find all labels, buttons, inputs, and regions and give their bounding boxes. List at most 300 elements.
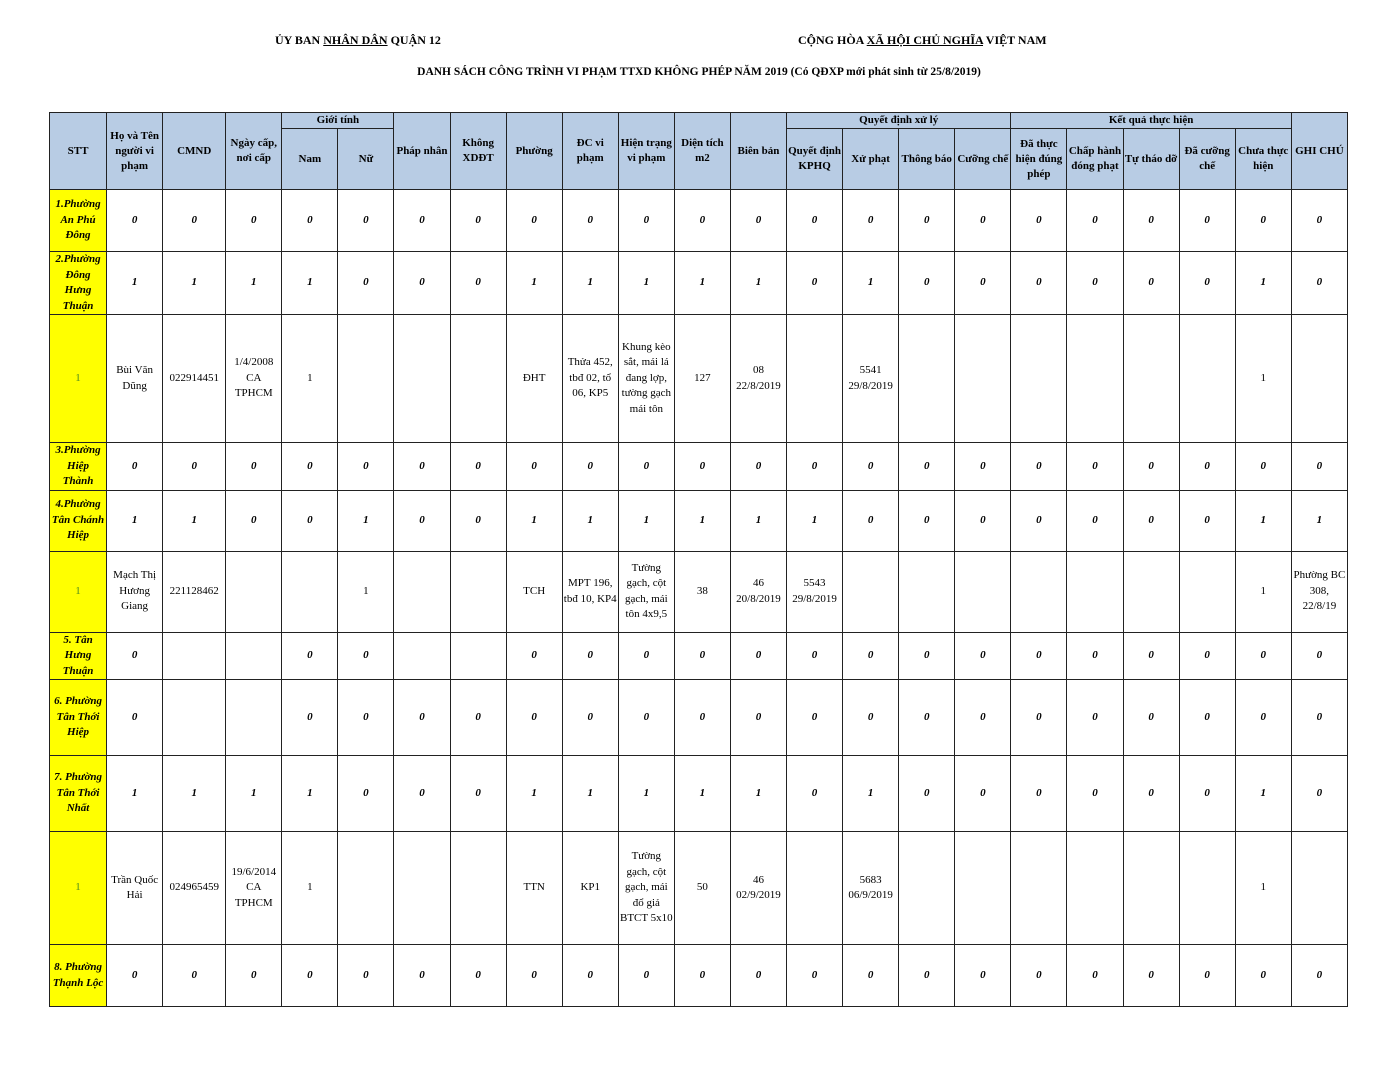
table-cell: 1 <box>787 490 843 551</box>
table-cell <box>226 680 282 756</box>
stt-cell: 1 <box>50 315 107 443</box>
col-cmnd: CMND <box>163 113 226 190</box>
table-cell: 0 <box>955 680 1011 756</box>
table-cell: 0 <box>1011 632 1067 680</box>
table-cell: 0 <box>226 490 282 551</box>
table-cell <box>450 632 506 680</box>
table-cell: 0 <box>394 252 450 315</box>
table-cell: 0 <box>107 632 163 680</box>
col-qd-kphq: Quyết định KPHQ <box>787 129 843 190</box>
table-cell: 0 <box>899 945 955 1007</box>
republic-header-prefix: CỘNG HÒA <box>798 33 867 47</box>
table-cell: 0 <box>1179 680 1235 756</box>
table-cell: 0 <box>899 490 955 551</box>
table-cell: 0 <box>674 945 730 1007</box>
table-cell: 0 <box>674 680 730 756</box>
table-cell: 0 <box>618 443 674 491</box>
ward-name-cell: 7. Phường Tân Thới Nhất <box>50 756 107 832</box>
table-cell: 1 <box>282 252 338 315</box>
table-cell: 0 <box>730 680 786 756</box>
table-cell: 0 <box>1011 252 1067 315</box>
table-cell: 0 <box>1291 680 1347 756</box>
table-cell: 1 <box>163 252 226 315</box>
ward-summary-row <box>50 490 1348 551</box>
table-cell: 50 <box>674 832 730 945</box>
table-cell: 0 <box>955 632 1011 680</box>
table-cell <box>955 832 1011 945</box>
table-cell: 127 <box>674 315 730 443</box>
table-cell: 1 <box>282 832 338 945</box>
col-enforced: Đã cưỡng chế <box>1179 129 1235 190</box>
table-cell <box>1067 551 1123 632</box>
table-cell: 0 <box>506 680 562 756</box>
table-cell: 0 <box>1067 490 1123 551</box>
table-cell: Bùi Văn Dũng <box>107 315 163 443</box>
table-body <box>50 190 1348 1007</box>
table-cell: 1 <box>163 490 226 551</box>
ward-name-cell: 2.Phường Đông Hưng Thuận <box>50 252 107 315</box>
table-cell: 0 <box>1067 190 1123 252</box>
table-cell: 1 <box>1291 490 1347 551</box>
table-cell: 19/6/2014 CA TPHCM <box>226 832 282 945</box>
col-result-group: Kết quả thực hiện <box>1011 113 1291 129</box>
table-cell: 1 <box>338 551 394 632</box>
table-cell: 0 <box>843 490 899 551</box>
table-cell: 0 <box>562 443 618 491</box>
stt-cell: 1 <box>50 551 107 632</box>
table-cell: 0 <box>282 490 338 551</box>
table-cell: 0 <box>899 756 955 832</box>
col-male: Nam <box>282 129 338 190</box>
violation-detail-row <box>50 315 1348 443</box>
table-cell: 0 <box>674 632 730 680</box>
table-cell: 0 <box>282 443 338 491</box>
table-cell <box>338 315 394 443</box>
table-cell: 0 <box>226 443 282 491</box>
table-cell: 0 <box>618 680 674 756</box>
table-cell: 1 <box>107 756 163 832</box>
table-cell: 0 <box>843 945 899 1007</box>
col-name: Họ và Tên người vi phạm <box>107 113 163 190</box>
col-female: Nữ <box>338 129 394 190</box>
table-cell: 0 <box>1011 756 1067 832</box>
col-not-done: Chưa thực hiện <box>1235 129 1291 190</box>
table-cell: 0 <box>1235 945 1291 1007</box>
table-cell: 08 22/8/2019 <box>730 315 786 443</box>
table-cell: 0 <box>787 252 843 315</box>
table-cell: 0 <box>107 190 163 252</box>
table-cell <box>1123 832 1179 945</box>
table-cell: 0 <box>899 252 955 315</box>
table-cell: 0 <box>107 680 163 756</box>
table-cell: 1 <box>226 756 282 832</box>
table-cell: 0 <box>1123 945 1179 1007</box>
table-cell: 0 <box>1291 443 1347 491</box>
table-cell: 1 <box>843 252 899 315</box>
table-cell: 1 <box>1235 832 1291 945</box>
table-cell: 0 <box>1123 490 1179 551</box>
table-cell: 0 <box>1291 756 1347 832</box>
table-cell: 0 <box>1179 490 1235 551</box>
table-cell: 0 <box>730 443 786 491</box>
table-cell: 1 <box>107 490 163 551</box>
table-cell <box>450 832 506 945</box>
col-no-xddt: Không XDĐT <box>450 113 506 190</box>
col-record: Biên bản <box>730 113 786 190</box>
table-cell: 0 <box>674 443 730 491</box>
table-cell: 0 <box>618 945 674 1007</box>
table-cell <box>163 632 226 680</box>
table-cell: 0 <box>955 490 1011 551</box>
table-cell <box>955 551 1011 632</box>
col-stt: STT <box>50 113 107 190</box>
table-cell: Trần Quốc Hải <box>107 832 163 945</box>
table-cell: 0 <box>618 632 674 680</box>
table-cell <box>1011 315 1067 443</box>
col-ward: Phường <box>506 113 562 190</box>
col-done-permit: Đã thực hiện đúng phép <box>1011 129 1067 190</box>
table-cell: 0 <box>843 190 899 252</box>
table-cell <box>394 551 450 632</box>
table-cell: 0 <box>955 252 1011 315</box>
table-cell: 0 <box>1291 252 1347 315</box>
table-cell: 1 <box>562 490 618 551</box>
table-cell: 0 <box>787 443 843 491</box>
table-cell: 0 <box>1291 945 1347 1007</box>
col-self-demolish: Tự tháo dỡ <box>1123 129 1179 190</box>
table-cell: 0 <box>955 756 1011 832</box>
table-cell: 0 <box>730 945 786 1007</box>
table-cell: 0 <box>1011 680 1067 756</box>
table-cell: 0 <box>1067 756 1123 832</box>
table-cell: 1 <box>506 490 562 551</box>
table-cell: KP1 <box>562 832 618 945</box>
table-cell: 0 <box>450 756 506 832</box>
table-cell: 0 <box>674 190 730 252</box>
table-cell: TCH <box>506 551 562 632</box>
table-cell: 0 <box>1067 632 1123 680</box>
table-cell: 0 <box>562 680 618 756</box>
table-cell: 0 <box>163 190 226 252</box>
table-cell: 0 <box>1123 443 1179 491</box>
col-paid-fine: Chấp hành đóng phạt <box>1067 129 1123 190</box>
table-cell: 0 <box>338 756 394 832</box>
table-cell: 1 <box>1235 490 1291 551</box>
agency-header-underlined: NHÂN DÂN <box>323 33 388 47</box>
table-cell <box>1123 551 1179 632</box>
table-cell: 0 <box>1123 252 1179 315</box>
table-cell <box>1179 832 1235 945</box>
ward-summary-row <box>50 190 1348 252</box>
table-cell: 0 <box>787 756 843 832</box>
table-cell: 0 <box>1011 490 1067 551</box>
table-cell <box>955 315 1011 443</box>
table-cell: 0 <box>1179 443 1235 491</box>
table-cell: 0 <box>1123 680 1179 756</box>
table-cell: 0 <box>338 190 394 252</box>
table-cell: 022914451 <box>163 315 226 443</box>
col-penalty: Xử phạt <box>843 129 899 190</box>
table-cell: 0 <box>338 945 394 1007</box>
table-cell: 0 <box>338 443 394 491</box>
table-cell: MPT 196, tbđ 10, KP4 <box>562 551 618 632</box>
table-cell: 0 <box>730 632 786 680</box>
table-cell: 0 <box>1123 190 1179 252</box>
table-cell: 0 <box>394 443 450 491</box>
table-header <box>50 113 1348 190</box>
table-cell: 0 <box>562 190 618 252</box>
table-cell <box>394 315 450 443</box>
ward-summary-row <box>50 680 1348 756</box>
table-cell: 0 <box>1235 190 1291 252</box>
table-cell: 0 <box>562 632 618 680</box>
agency-header-prefix: ỦY BAN <box>275 33 324 47</box>
table-cell: 0 <box>394 756 450 832</box>
table-cell: 0 <box>899 190 955 252</box>
table-cell: 0 <box>506 443 562 491</box>
table-cell: 0 <box>1179 756 1235 832</box>
table-cell: 1 <box>1235 551 1291 632</box>
table-cell: 1 <box>618 490 674 551</box>
table-cell: 0 <box>338 632 394 680</box>
table-cell: 0 <box>843 632 899 680</box>
table-cell <box>1123 315 1179 443</box>
table-cell <box>787 315 843 443</box>
table-cell: 5543 29/8/2019 <box>787 551 843 632</box>
table-cell: 0 <box>282 190 338 252</box>
table-cell <box>450 315 506 443</box>
table-cell: 1 <box>1235 252 1291 315</box>
table-cell: 0 <box>1067 680 1123 756</box>
table-cell: 0 <box>226 190 282 252</box>
ward-name-cell: 5. Tân Hưng Thuận <box>50 632 107 680</box>
document-title: DANH SÁCH CÔNG TRÌNH VI PHẠM TTXD KHÔNG PHÉP NĂM 2019 (Có QĐXP mới phát sinh từ 25/8/2019) <box>417 66 981 78</box>
table-cell: 1 <box>562 252 618 315</box>
table-cell: 0 <box>450 443 506 491</box>
table-cell <box>899 551 955 632</box>
table-cell: Phường BC 308, 22/8/19 <box>1291 551 1347 632</box>
table-cell: 0 <box>955 190 1011 252</box>
table-cell: 0 <box>450 252 506 315</box>
table-cell: 1 <box>282 756 338 832</box>
table-cell: 0 <box>1011 945 1067 1007</box>
table-cell <box>843 551 899 632</box>
table-cell: 0 <box>1179 945 1235 1007</box>
table-cell: 0 <box>1067 443 1123 491</box>
table-cell: 1 <box>338 490 394 551</box>
table-cell: 0 <box>1123 632 1179 680</box>
table-cell: 0 <box>787 945 843 1007</box>
violation-table <box>49 112 1348 1007</box>
table-cell: 1 <box>674 756 730 832</box>
table-cell <box>226 551 282 632</box>
table-cell <box>1291 315 1347 443</box>
table-cell <box>899 832 955 945</box>
col-enforce: Cưỡng chế <box>955 129 1011 190</box>
ward-summary-row <box>50 945 1348 1007</box>
ward-name-cell: 6. Phường Tân Thới Hiệp <box>50 680 107 756</box>
col-issue: Ngày cấp, nơi cấp <box>226 113 282 190</box>
table-cell: 0 <box>1011 443 1067 491</box>
table-cell: 0 <box>843 680 899 756</box>
table-cell: Tường gạch, cột gạch, mái tôn 4x9,5 <box>618 551 674 632</box>
col-notice: Thông báo <box>899 129 955 190</box>
table-cell: 1 <box>618 756 674 832</box>
table-cell: 1 <box>618 252 674 315</box>
republic-header <box>798 33 1047 48</box>
table-cell: 1 <box>226 252 282 315</box>
table-cell: 221128462 <box>163 551 226 632</box>
table-cell: 5683 06/9/2019 <box>843 832 899 945</box>
table-cell: Thửa 452, tbđ 02, tổ 06, KP5 <box>562 315 618 443</box>
ward-name-cell: 3.Phường Hiệp Thành <box>50 443 107 491</box>
ward-summary-row <box>50 632 1348 680</box>
table-cell: 0 <box>450 680 506 756</box>
table-cell: 0 <box>338 680 394 756</box>
ward-name-cell: 8. Phường Thạnh Lộc <box>50 945 107 1007</box>
ward-summary-row <box>50 756 1348 832</box>
table-cell: 46 20/8/2019 <box>730 551 786 632</box>
table-cell <box>1179 315 1235 443</box>
agency-header <box>275 33 441 48</box>
table-cell: 0 <box>618 190 674 252</box>
table-cell: 024965459 <box>163 832 226 945</box>
table-cell: 0 <box>394 945 450 1007</box>
table-cell: 0 <box>1291 190 1347 252</box>
table-cell: 0 <box>394 680 450 756</box>
table-cell <box>450 551 506 632</box>
table-cell: 0 <box>1179 632 1235 680</box>
ward-name-cell: 1.Phường An Phú Đông <box>50 190 107 252</box>
table-cell: 1 <box>730 756 786 832</box>
table-cell: 0 <box>506 190 562 252</box>
table-cell <box>1011 832 1067 945</box>
stt-cell: 1 <box>50 832 107 945</box>
table-cell: Khung kèo sắt, mái lá đang lợp, tường gạch mái tôn <box>618 315 674 443</box>
table-cell: 0 <box>1067 945 1123 1007</box>
table-cell: 0 <box>506 945 562 1007</box>
table-cell: 1 <box>1235 315 1291 443</box>
table-cell <box>163 680 226 756</box>
table-cell: 0 <box>562 945 618 1007</box>
col-area: Diện tích m2 <box>674 113 730 190</box>
table-cell: 0 <box>899 443 955 491</box>
table-cell: 1 <box>674 490 730 551</box>
table-cell: 0 <box>1179 252 1235 315</box>
table-cell: 46 02/9/2019 <box>730 832 786 945</box>
table-cell: 0 <box>787 680 843 756</box>
table-cell: 0 <box>955 443 1011 491</box>
table-cell: 1 <box>506 252 562 315</box>
table-cell: 0 <box>1235 443 1291 491</box>
table-cell: 0 <box>1235 632 1291 680</box>
table-cell <box>1067 832 1123 945</box>
col-status: Hiện trạng vi phạm <box>618 113 674 190</box>
table-cell: 0 <box>899 632 955 680</box>
table-cell: 0 <box>226 945 282 1007</box>
table-cell: 0 <box>450 190 506 252</box>
violation-detail-row <box>50 551 1348 632</box>
table-cell: 0 <box>787 632 843 680</box>
col-decision-group: Quyết định xử lý <box>787 113 1011 129</box>
table-cell: 0 <box>282 680 338 756</box>
republic-header-underlined: XÃ HỘI CHỦ NGHĨA <box>866 33 984 47</box>
table-cell: 0 <box>1067 252 1123 315</box>
table-cell: TTN <box>506 832 562 945</box>
table-cell: 0 <box>282 945 338 1007</box>
republic-header-suffix: VIỆT NAM <box>983 33 1047 47</box>
table-cell: 0 <box>394 490 450 551</box>
table-cell: 0 <box>787 190 843 252</box>
table-cell <box>226 632 282 680</box>
table-cell: 0 <box>394 190 450 252</box>
table-cell: 1 <box>730 490 786 551</box>
table-cell: 0 <box>163 443 226 491</box>
table-cell: 0 <box>450 945 506 1007</box>
ward-name-cell: 4.Phường Tân Chánh Hiệp <box>50 490 107 551</box>
table-cell: 0 <box>955 945 1011 1007</box>
table-cell: Mạch Thị Hương Giang <box>107 551 163 632</box>
col-gender: Giới tính <box>282 113 394 129</box>
ward-summary-row <box>50 252 1348 315</box>
table-cell: 1 <box>163 756 226 832</box>
table-cell: 1 <box>730 252 786 315</box>
table-cell: 0 <box>450 490 506 551</box>
table-cell: 5541 29/8/2019 <box>843 315 899 443</box>
table-cell: 38 <box>674 551 730 632</box>
table-cell <box>1011 551 1067 632</box>
table-cell: 0 <box>1011 190 1067 252</box>
table-cell: 0 <box>506 632 562 680</box>
table-cell: 0 <box>338 252 394 315</box>
table-cell <box>338 832 394 945</box>
table-cell: 0 <box>107 945 163 1007</box>
table-cell <box>282 551 338 632</box>
table-cell: 1 <box>107 252 163 315</box>
table-cell: ĐHT <box>506 315 562 443</box>
table-cell <box>1179 551 1235 632</box>
table-cell: 0 <box>163 945 226 1007</box>
table-cell: 1 <box>674 252 730 315</box>
table-cell <box>394 832 450 945</box>
table-cell <box>394 632 450 680</box>
table-cell: 1 <box>843 756 899 832</box>
table-cell: Tường gạch, cột gạch, mái đổ giả BTCT 5x10 <box>618 832 674 945</box>
table-cell: 0 <box>843 443 899 491</box>
table-cell: 1 <box>562 756 618 832</box>
agency-header-suffix: QUẬN 12 <box>387 33 441 47</box>
table-cell: 0 <box>1291 632 1347 680</box>
table-cell: 1 <box>506 756 562 832</box>
col-note: GHI CHÚ <box>1291 113 1347 190</box>
table-cell: 0 <box>730 190 786 252</box>
table-cell: 0 <box>107 443 163 491</box>
ward-summary-row <box>50 443 1348 491</box>
table-cell <box>1291 832 1347 945</box>
table-cell <box>1067 315 1123 443</box>
violation-detail-row <box>50 832 1348 945</box>
table-cell: 0 <box>282 632 338 680</box>
col-legal: Pháp nhân <box>394 113 450 190</box>
table-cell: 1 <box>1235 756 1291 832</box>
table-cell: 0 <box>1179 190 1235 252</box>
table-cell: 1 <box>282 315 338 443</box>
col-address: ĐC vi phạm <box>562 113 618 190</box>
table-cell: 0 <box>1123 756 1179 832</box>
table-cell: 0 <box>899 680 955 756</box>
table-cell: 0 <box>1235 680 1291 756</box>
table-cell <box>787 832 843 945</box>
